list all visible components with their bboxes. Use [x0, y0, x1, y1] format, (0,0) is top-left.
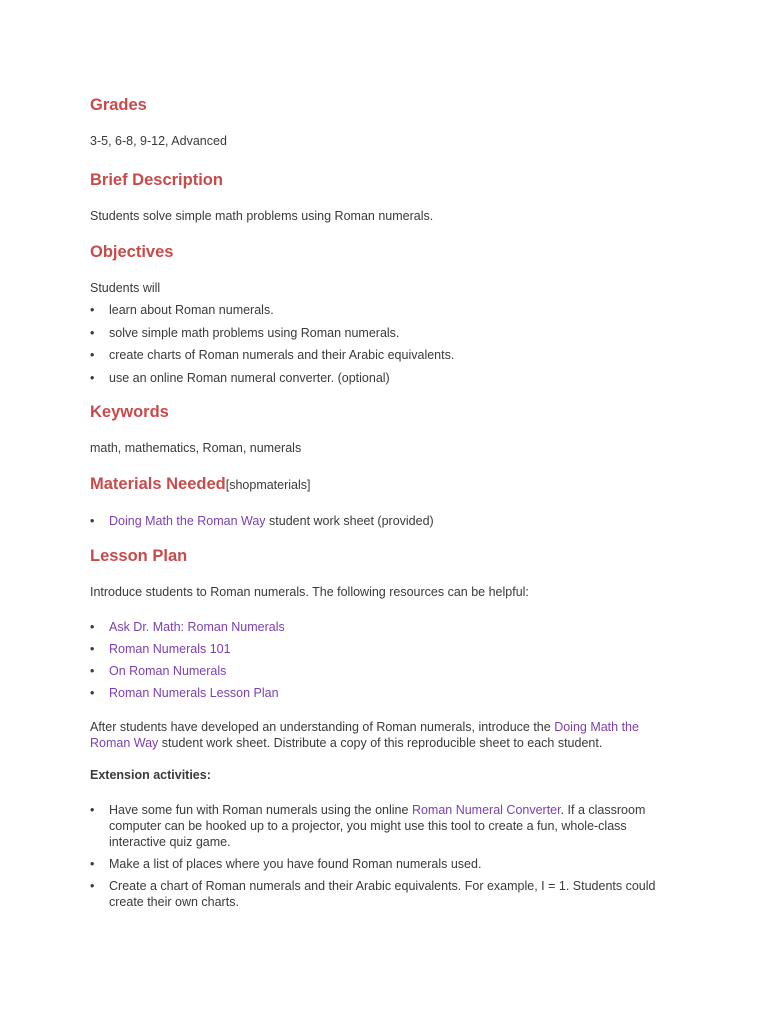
objectives-list	[90, 302, 690, 386]
bullet-icon: •	[90, 642, 95, 656]
bullet-icon: •	[90, 370, 95, 385]
resource-link[interactable]: Roman Numerals 101	[109, 642, 231, 656]
keywords-heading: Keywords	[90, 403, 169, 421]
bullet-icon: •	[90, 325, 95, 340]
grades-heading: Grades	[90, 96, 147, 114]
list-item: • learn about Roman numerals.	[90, 303, 274, 317]
list-item: • create charts of Roman numerals and their Arabic equivalents.	[90, 348, 455, 362]
list-item	[90, 641, 690, 657]
bullet-icon: •	[90, 348, 95, 362]
bullet-icon: •	[90, 303, 95, 317]
list-item	[90, 685, 690, 701]
list-item	[90, 663, 690, 679]
bullet-icon: •	[90, 620, 95, 634]
bullet-icon: •	[90, 514, 95, 528]
resources-list	[90, 619, 690, 701]
bullet-icon: •	[90, 879, 95, 893]
lesson-paragraph: After students have developed an understanding of Roman numerals, introduce the Doing Math the Roman Way student work sheet. Distribute a copy of this reproducible sheet to each student.	[90, 720, 639, 750]
lesson-plan-heading: Lesson Plan	[90, 547, 188, 565]
grades-text: 3-5, 6-8, 9-12, Advanced	[90, 134, 227, 148]
list-item: • use an online Roman numeral converter. (optional)	[90, 370, 390, 385]
bullet-icon: •	[90, 664, 95, 678]
brief-description-heading: Brief Description	[90, 171, 223, 189]
list-item: • Have some fun with Roman numerals using the online Roman Numeral Converter. If a classroom computer can be hooked up to a projector, you might use this tool to create a fun, whole-class interactive quiz game.	[90, 803, 646, 849]
bullet-icon: •	[90, 803, 95, 817]
bullet-icon: •	[90, 686, 95, 700]
objectives-intro: Students will	[90, 281, 161, 295]
extension-list	[90, 802, 682, 910]
list-item: • Create a chart of Roman numerals and their Arabic equivalents. For example, I = 1. Students could create their own charts.	[90, 879, 656, 909]
worksheet-link[interactable]: Doing Math the Roman Way	[90, 720, 639, 750]
materials-heading: Materials Needed[shopmaterials]	[90, 475, 311, 493]
list-item: • Make a list of places where you have found Roman numerals used.	[90, 857, 482, 871]
materials-suffix: [shopmaterials]	[225, 478, 311, 492]
resource-link[interactable]: On Roman Numerals	[109, 664, 227, 678]
list-item	[90, 619, 690, 635]
brief-description-text: Students solve simple math problems using Roman numerals.	[90, 209, 434, 223]
objectives-heading: Objectives	[90, 243, 174, 261]
resource-link[interactable]: Ask Dr. Math: Roman Numerals	[109, 620, 285, 634]
list-item: • Doing Math the Roman Way student work sheet (provided)	[90, 514, 434, 528]
worksheet-link[interactable]: Doing Math the Roman Way	[109, 514, 266, 528]
keywords-text: math, mathematics, Roman, numerals	[90, 441, 302, 455]
lesson-intro: Introduce students to Roman numerals. The following resources can be helpful:	[90, 585, 529, 599]
materials-list	[90, 513, 690, 529]
converter-link[interactable]: Roman Numeral Converter	[411, 803, 561, 817]
resource-link[interactable]: Roman Numerals Lesson Plan	[109, 686, 279, 700]
list-item: • solve simple math problems using Roman numerals.	[90, 325, 400, 340]
bullet-icon: •	[90, 857, 95, 871]
extension-activities-label: Extension activities:	[90, 768, 211, 782]
